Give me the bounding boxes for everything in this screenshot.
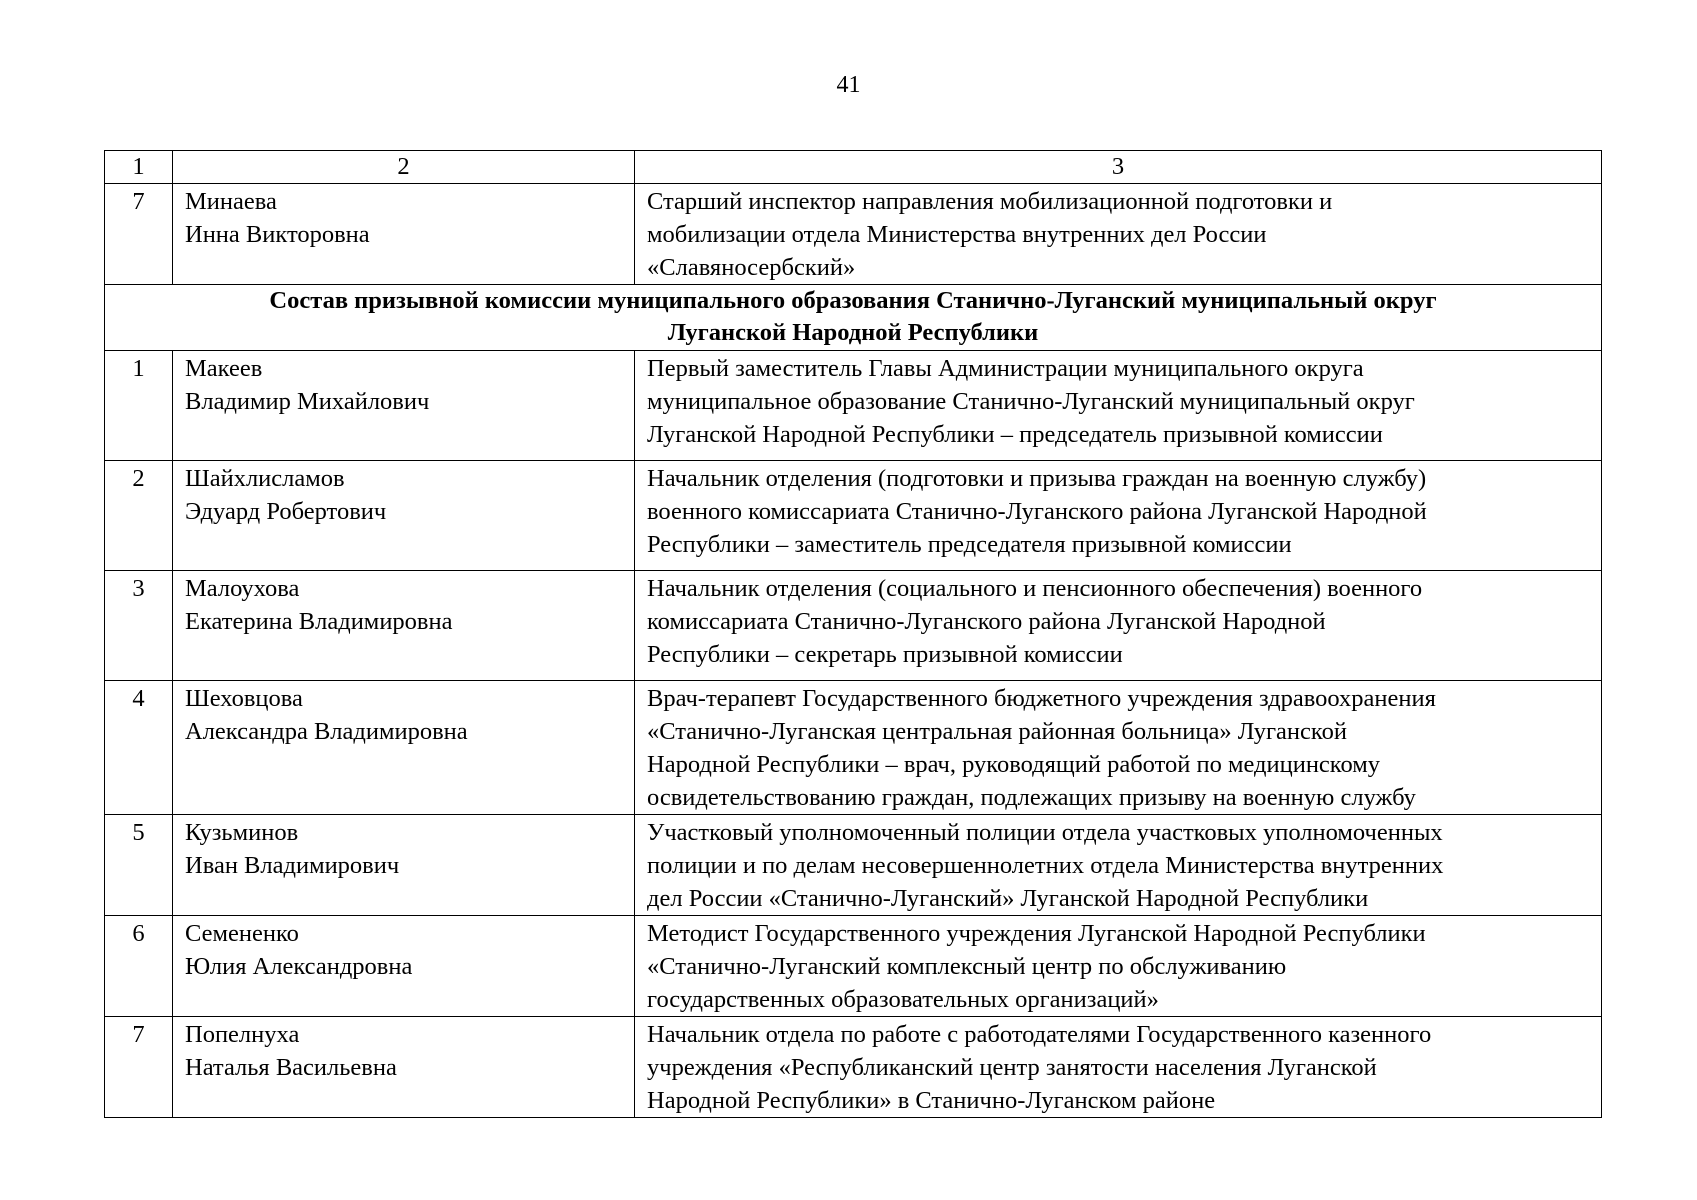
position-line: «Славяносербский» [647, 254, 856, 281]
given-names: Иван Владимирович [185, 852, 400, 879]
given-names: Юлия Александровна [185, 953, 413, 980]
person-position [635, 815, 1602, 916]
person-name [173, 681, 635, 815]
column-number-row [105, 151, 1602, 184]
column-number-cell: 3 [635, 151, 1602, 184]
row-number: 7 [105, 1017, 173, 1118]
section-heading-line: Состав призывной комиссии муниципального образования Станично-Луганский муниципальный округ [269, 287, 1437, 314]
position-line: Начальник отделения (подготовки и призыва граждан на военную службу) [647, 465, 1427, 492]
row-number: 2 [105, 461, 173, 571]
position-line: Республики – секретарь призывной комиссии [647, 641, 1123, 668]
row-number: 6 [105, 916, 173, 1017]
position-line: Начальник отделения (социального и пенсионного обеспечения) военного [647, 575, 1423, 602]
person-position [635, 916, 1602, 1017]
person-name [173, 916, 635, 1017]
position-line: Луганской Народной Республики – председатель призывной комиссии [647, 421, 1383, 448]
position-line: Народной Республики» в Станично-Луганском районе [647, 1087, 1216, 1114]
position-line: военного комиссариата Станично-Луганского района Луганской Народной [647, 498, 1427, 525]
surname: Шеховцова [185, 685, 303, 712]
row-number: 7 [105, 184, 173, 285]
person-position [635, 184, 1602, 285]
section-heading [105, 285, 1602, 351]
person-position [635, 1017, 1602, 1118]
surname: Макеев [185, 355, 263, 382]
surname: Попелнуха [185, 1021, 300, 1048]
given-names: Инна Викторовна [185, 221, 370, 248]
row-number: 1 [105, 351, 173, 461]
row-number: 4 [105, 681, 173, 815]
position-line: Республики – заместитель председателя призывной комиссии [647, 531, 1292, 558]
position-line: комиссариата Станично-Луганского района Луганской Народной [647, 608, 1326, 635]
position-line: Участковый уполномоченный полиции отдела участковых уполномоченных [647, 819, 1443, 846]
person-name [173, 351, 635, 461]
position-line: Народной Республики – врач, руководящий работой по медицинскому [647, 751, 1381, 778]
position-line: муниципальное образование Станично-Луганский муниципальный округ [647, 388, 1415, 415]
page-number: 41 [836, 72, 861, 98]
table-row [105, 916, 1602, 1017]
table-row [105, 184, 1602, 285]
surname: Семененко [185, 920, 299, 947]
position-line: дел России «Станично-Луганский» Луганской Народной Республики [647, 885, 1369, 912]
position-line: освидетельствованию граждан, подлежащих призыву на военную службу [647, 784, 1416, 811]
position-line: Врач-терапевт Государственного бюджетного учреждения здравоохранения [647, 685, 1436, 712]
position-line: «Станично-Луганский комплексный центр по обслуживанию [647, 953, 1287, 980]
position-line: мобилизации отдела Министерства внутренних дел России [647, 221, 1267, 248]
position-line: полиции и по делам несовершеннолетних отдела Министерства внутренних [647, 852, 1444, 879]
person-position [635, 461, 1602, 571]
section-heading-row [105, 285, 1602, 351]
table-row [105, 681, 1602, 815]
position-line: государственных образовательных организаций» [647, 986, 1159, 1013]
person-position [635, 681, 1602, 815]
position-line: Начальник отдела по работе с работодателями Государственного казенного [647, 1021, 1432, 1048]
person-name [173, 184, 635, 285]
surname: Малоухова [185, 575, 300, 602]
person-position [635, 351, 1602, 461]
table-row [105, 571, 1602, 681]
person-name [173, 571, 635, 681]
table-row [105, 1017, 1602, 1118]
person-name [173, 461, 635, 571]
person-name [173, 815, 635, 916]
surname: Минаева [185, 188, 277, 215]
row-number: 3 [105, 571, 173, 681]
row-number: 5 [105, 815, 173, 916]
given-names: Екатерина Владимировна [185, 608, 453, 635]
column-number-cell: 1 [105, 151, 173, 184]
given-names: Владимир Михайлович [185, 388, 430, 415]
section-heading-line: Луганской Народной Республики [667, 319, 1039, 346]
position-line: Методист Государственного учреждения Луганской Народной Республики [647, 920, 1426, 947]
surname: Кузьминов [185, 819, 299, 846]
position-line: учреждения «Республиканский центр занятости населения Луганской [647, 1054, 1377, 1081]
column-number-cell: 2 [173, 151, 635, 184]
position-line: «Станично-Луганская центральная районная больница» Луганской [647, 718, 1347, 745]
table-row [105, 815, 1602, 916]
person-name [173, 1017, 635, 1118]
table-row [105, 461, 1602, 571]
position-line: Старший инспектор направления мобилизационной подготовки и [647, 188, 1333, 215]
given-names: Эдуард Робертович [185, 498, 387, 525]
table-row [105, 351, 1602, 461]
surname: Шайхлисламов [185, 465, 345, 492]
person-position [635, 571, 1602, 681]
position-line: Первый заместитель Главы Администрации муниципального округа [647, 355, 1364, 382]
given-names: Александра Владимировна [185, 718, 468, 745]
given-names: Наталья Васильевна [185, 1054, 397, 1081]
commission-table [104, 150, 1602, 1118]
